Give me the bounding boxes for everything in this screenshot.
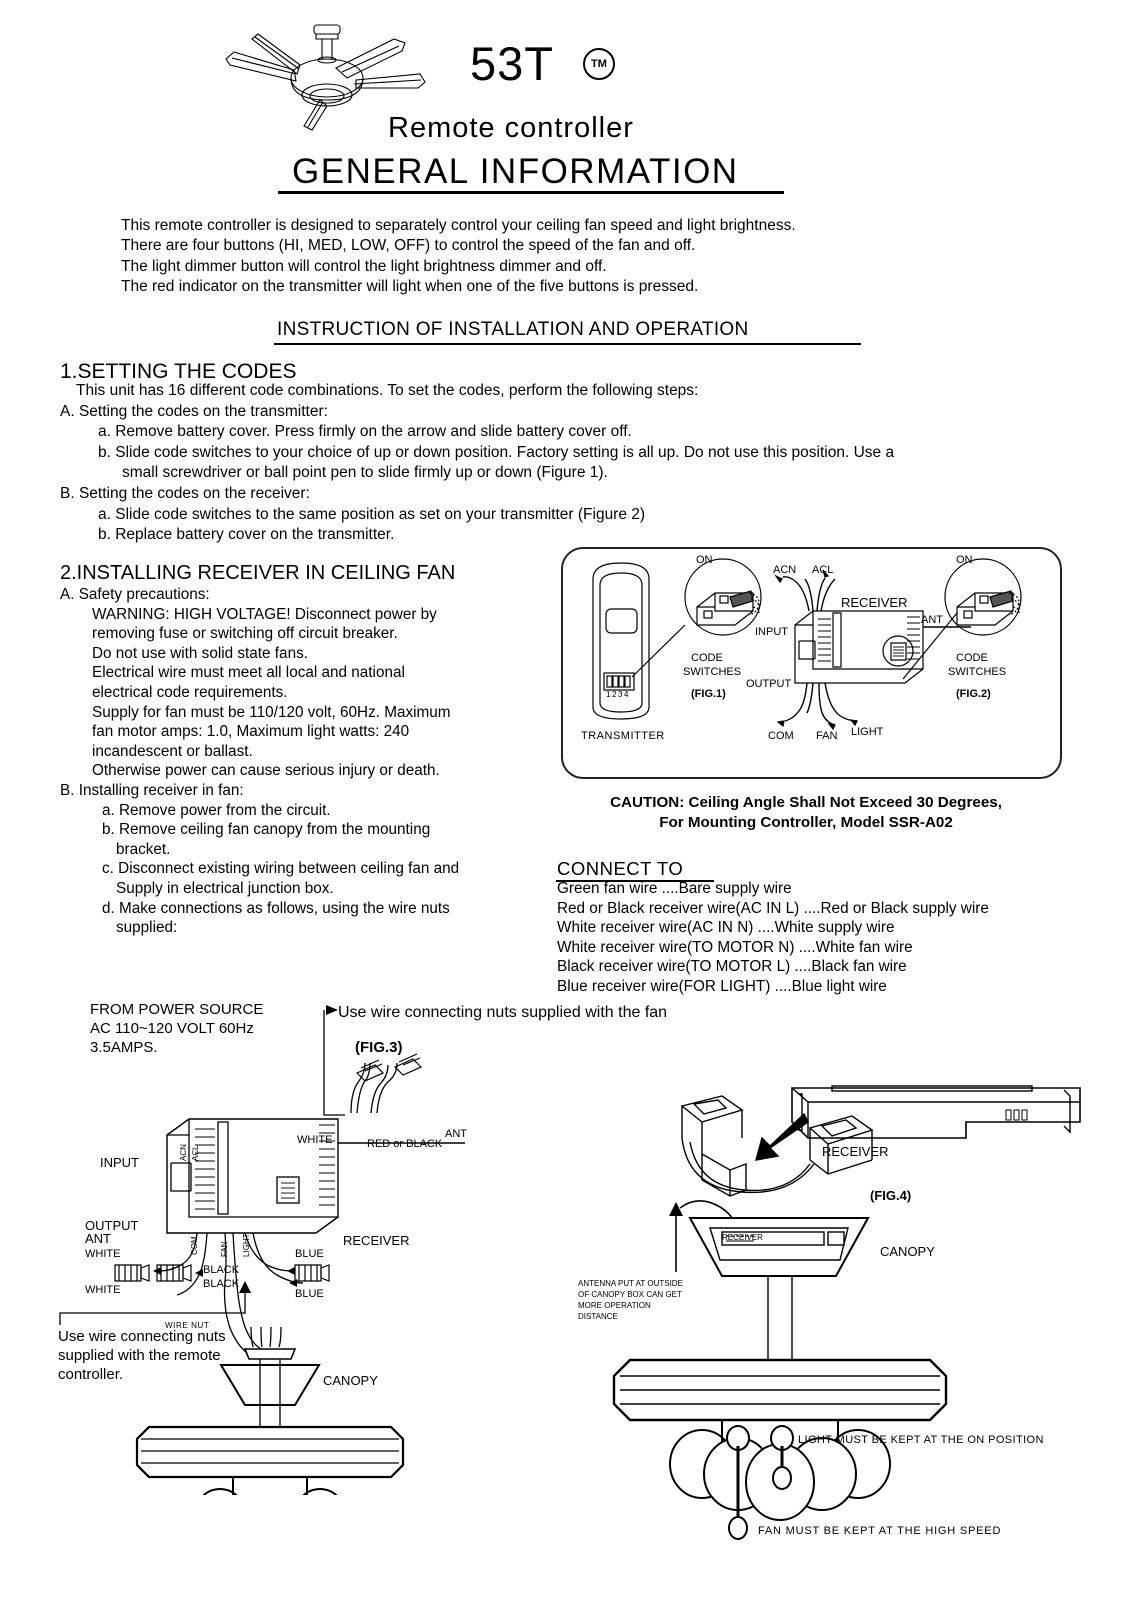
page-title: GENERAL INFORMATION bbox=[292, 152, 739, 191]
connect-row: Red or Black receiver wire(AC IN L) ....Red or Black supply wire bbox=[557, 899, 989, 917]
intro-line: The red indicator on the transmitter will light when one of the five buttons is pressed. bbox=[121, 278, 699, 296]
section2-item: Supply for fan must be 110/120 volt, 60Hz. Maximum bbox=[92, 703, 451, 721]
section2-item: a. Remove power from the circuit. bbox=[102, 801, 331, 819]
section2-item: WARNING: HIGH VOLTAGE! Disconnect power by bbox=[92, 605, 437, 623]
code-switches-label-fig1: CODE bbox=[691, 652, 723, 664]
instruction-heading: INSTRUCTION OF INSTALLATION AND OPERATION bbox=[277, 319, 749, 340]
fig3-acl-label: ACL bbox=[191, 1145, 200, 1161]
fan-label: FAN bbox=[816, 730, 838, 742]
section1-title: 1.SETTING THE CODES bbox=[60, 360, 297, 383]
switch-digit: 2 bbox=[612, 690, 617, 699]
section1-item: b. Replace battery cover on the transmitter. bbox=[98, 526, 395, 544]
switch-digit: 4 bbox=[624, 690, 629, 699]
section2-item: bracket. bbox=[116, 840, 171, 858]
ant-label: ANT bbox=[921, 614, 943, 626]
fig3-input-label: INPUT bbox=[100, 1155, 139, 1170]
use-nuts-with-fan-note: Use wire connecting nuts supplied with the fan bbox=[338, 1004, 668, 1021]
fig3-wire-nut-label: WIRE NUT bbox=[165, 1321, 210, 1330]
wire-nut-note-line: supplied with the remote bbox=[58, 1347, 221, 1364]
on-label-fig1: ON bbox=[696, 554, 713, 566]
fig3-output-label: ANT bbox=[85, 1231, 111, 1246]
fig3-white-label-top: WHITE bbox=[297, 1134, 333, 1146]
on-label-fig2: ON bbox=[956, 554, 973, 566]
fig3-output-word: OUTPUT bbox=[85, 1218, 139, 1233]
fig4-receiver-tag: RECEIVER bbox=[722, 1233, 763, 1242]
fig3-white-label-2: WHITE bbox=[85, 1284, 121, 1296]
fig4-mounting-diagram bbox=[570, 1060, 1110, 1540]
page-subtitle: Remote controller bbox=[388, 112, 634, 144]
code-switches-label2-fig2: SWITCHES bbox=[948, 666, 1007, 678]
trademark-text: TM bbox=[591, 58, 607, 70]
section2-item: fan motor amps: 1.0, Maximum light watts: 240 bbox=[92, 723, 410, 741]
fig3-red-or-black-label: RED or BLACK bbox=[367, 1138, 443, 1150]
fig3-light-label: LIGHT bbox=[242, 1233, 251, 1257]
power-source-line: 3.5AMPS. bbox=[90, 1039, 158, 1056]
output-label: OUTPUT bbox=[746, 678, 792, 690]
connect-row: White receiver wire(AC IN N) ....White supply wire bbox=[557, 919, 895, 937]
section2-item: supplied: bbox=[116, 919, 178, 937]
instruction-underline bbox=[274, 343, 861, 345]
section1-item: b. Slide code switches to your choice of up or down position. Factory setting is all up. Do not use this position. Use a bbox=[98, 443, 895, 461]
section2-item: incandescent or ballast. bbox=[92, 742, 253, 760]
caution-block bbox=[556, 793, 1056, 833]
caution-line-2: For Mounting Controller, Model SSR-A02 bbox=[659, 814, 953, 831]
input-label: INPUT bbox=[755, 626, 788, 638]
fig3-label: (FIG.3) bbox=[355, 1039, 403, 1056]
transmitter-receiver-diagram bbox=[561, 547, 1062, 779]
section2-item: A. Safety precautions: bbox=[60, 586, 210, 603]
section2-item: removing fuse or switching off circuit breaker. bbox=[92, 625, 398, 643]
fig3-canopy-label: CANOPY bbox=[323, 1373, 378, 1388]
fig3-receiver-label: RECEIVER bbox=[343, 1233, 410, 1248]
fig4-antenna-note-line: ANTENNA PUT AT OUTSIDE bbox=[578, 1279, 683, 1288]
connect-row: Black receiver wire(TO MOTOR L) ....Black fan wire bbox=[557, 958, 907, 976]
fig4-antenna-note-line: OF CANOPY BOX CAN GET bbox=[578, 1290, 682, 1299]
switch-digit: 1 bbox=[606, 690, 611, 699]
fig3-blue-label-1: BLUE bbox=[295, 1248, 324, 1260]
section2-item: b. Remove ceiling fan canopy from the mounting bbox=[102, 821, 431, 839]
power-source-line: AC 110~120 VOLT 60Hz bbox=[90, 1020, 254, 1037]
fig3-fan-label: FAN bbox=[220, 1241, 229, 1257]
title-underline bbox=[278, 191, 784, 194]
switch-digit: 3 bbox=[618, 690, 623, 699]
wire-nut-note-line: Use wire connecting nuts bbox=[58, 1328, 226, 1345]
connect-row: Green fan wire ....Bare supply wire bbox=[557, 880, 792, 897]
section2-item: Do not use with solid state fans. bbox=[92, 644, 308, 662]
section2-item: B. Installing receiver in fan: bbox=[60, 781, 244, 799]
section2-item: Otherwise power can cause serious injury or death. bbox=[92, 762, 440, 780]
section2-item: electrical code requirements. bbox=[92, 683, 288, 701]
intro-line: This remote controller is designed to separately control your ceiling fan speed and light brightness. bbox=[121, 217, 796, 234]
section1-intro: This unit has 16 different code combinations. To set the codes, perform the following steps: bbox=[76, 382, 699, 399]
fig3-acn-label: ACN bbox=[179, 1144, 188, 1161]
fig4-receiver-label: RECEIVER bbox=[822, 1144, 889, 1159]
connect-row: White receiver wire(TO MOTOR N) ....White fan wire bbox=[557, 938, 913, 956]
section2-item: d. Make connections as follows, using the wire nuts bbox=[102, 899, 450, 917]
code-switches-label2-fig1: SWITCHES bbox=[683, 666, 742, 678]
fig4-fan-note: FAN MUST BE KEPT AT THE HIGH SPEED bbox=[758, 1525, 1002, 1537]
fig3-black-label-1: BLACK bbox=[203, 1264, 240, 1276]
trademark-icon bbox=[583, 48, 613, 78]
code-switches-label-fig2: CODE bbox=[956, 652, 988, 664]
wire-nut-note-line: controller. bbox=[58, 1366, 124, 1383]
fig4-canopy-label: CANOPY bbox=[880, 1244, 935, 1259]
acl-label: ACL bbox=[812, 564, 834, 576]
fig3-ant-label: ANT bbox=[445, 1128, 467, 1140]
fig2-label: (FIG.2) bbox=[956, 688, 991, 700]
fig3-wiring-diagram bbox=[55, 995, 615, 1495]
page-model-title: 53T bbox=[470, 37, 554, 90]
section1-item: B. Setting the codes on the receiver: bbox=[60, 484, 310, 502]
intro-line: The light dimmer button will control the light brightness dimmer and off. bbox=[121, 257, 607, 275]
fig3-white-label-1: WHITE bbox=[85, 1248, 121, 1260]
fig4-antenna-note-line: MORE OPERATION bbox=[578, 1301, 651, 1310]
light-label: LIGHT bbox=[851, 726, 884, 738]
connect-row: Blue receiver wire(FOR LIGHT) ....Blue light wire bbox=[557, 977, 887, 995]
intro-paragraph bbox=[121, 216, 1001, 298]
com-label: COM bbox=[768, 730, 794, 742]
intro-line: There are four buttons (HI, MED, LOW, OFF) to control the speed of the fan and off. bbox=[121, 237, 696, 255]
section2-item: c. Disconnect existing wiring between ceiling fan and bbox=[102, 860, 460, 878]
section2-body bbox=[60, 585, 570, 938]
fig4-light-note: LIGHT MUST BE KEPT AT THE ON POSITION bbox=[798, 1434, 1044, 1446]
caution-line-1: CAUTION: Ceiling Angle Shall Not Exceed 30 Degrees, bbox=[610, 794, 1002, 811]
section2-title: 2.INSTALLING RECEIVER IN CEILING FAN bbox=[60, 562, 456, 584]
connect-heading: CONNECT TO bbox=[557, 858, 684, 879]
connect-list bbox=[557, 879, 1087, 997]
fig3-blue-label-2: BLUE bbox=[295, 1288, 324, 1300]
section1-body bbox=[60, 381, 1045, 546]
section1-item: a. Remove battery cover. Press firmly on the arrow and slide battery cover off. bbox=[98, 423, 632, 441]
receiver-label: RECEIVER bbox=[841, 595, 908, 610]
fig4-label: (FIG.4) bbox=[870, 1188, 912, 1203]
section1-item: small screwdriver or ball point pen to slide firmly up or down (Figure 1). bbox=[122, 464, 608, 482]
fig1-label: (FIG.1) bbox=[691, 688, 726, 700]
power-source-line: FROM POWER SOURCE bbox=[90, 1001, 264, 1018]
section1-item: A. Setting the codes on the transmitter: bbox=[60, 402, 328, 420]
section1-item: a. Slide code switches to the same position as set on your transmitter (Figure 2) bbox=[98, 505, 646, 523]
fig3-black-label-2: BLACK bbox=[203, 1278, 240, 1290]
section2-item: Supply in electrical junction box. bbox=[116, 879, 334, 897]
fig4-antenna-note-line: DISTANCE bbox=[578, 1312, 618, 1321]
section2-item: Electrical wire must meet all local and national bbox=[92, 664, 405, 682]
acn-label: ACN bbox=[773, 564, 797, 576]
transmitter-label: TRANSMITTER bbox=[581, 730, 665, 742]
fig3-com-label: COM bbox=[190, 1236, 199, 1255]
